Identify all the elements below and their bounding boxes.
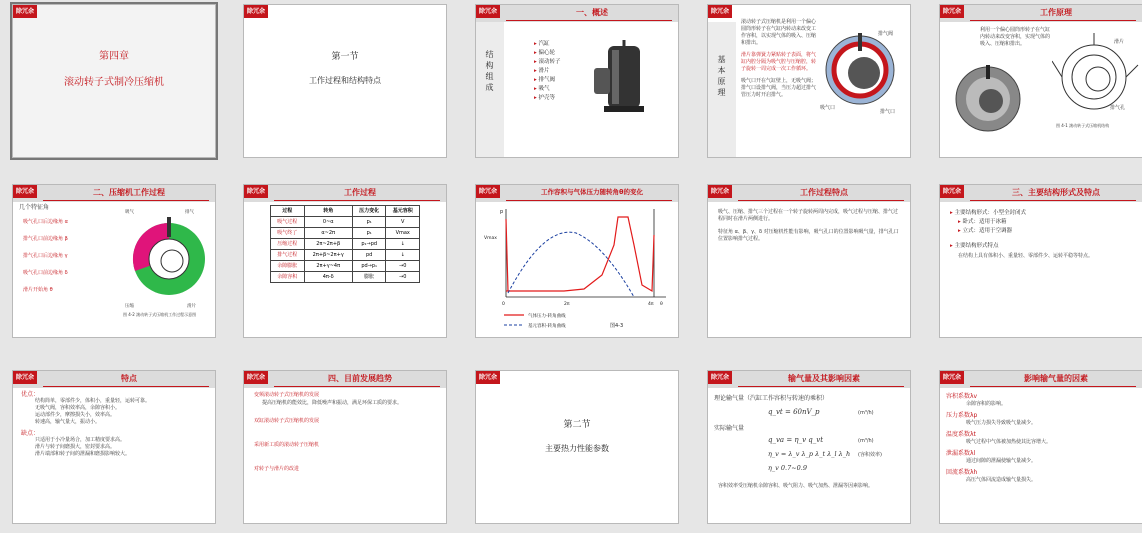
table-cell: 膨胀 [352,272,386,283]
section-heading: 几个特征角 [19,204,50,211]
list-item: 无吸气阀，容积效率高，余隙容积小。 [35,405,121,411]
fig-label: 排气 [185,210,194,215]
list-item: 运动部件少，摩擦损失小，效率高。 [35,412,116,418]
list-item: 对转子与滑片的改进 [254,466,300,472]
table-cell: 0~α [304,217,352,228]
slide-tag: 除冗余 [708,371,732,384]
factor-desc: 通过间隙的泄漏使输气量减少。 [966,457,1037,464]
table-row [271,239,420,250]
table-cell: 2π+γ~4π [304,261,352,272]
factor-desc: 吸气压力损失导致吸气量减少。 [966,419,1037,426]
paragraph: 容积效率受压缩机余隙容积、吸气阻力、吸气加热、泄漏等因素影响。 [718,483,874,489]
slide-title: 特点 [121,374,137,383]
table-cell: 4π-δ [304,272,352,283]
table-cell: Vmax [386,228,420,239]
paragraph: 在结构上具有体积小、重量轻、零部件少、运转平稳等特点。 [958,253,1094,259]
table-row [271,217,420,228]
slide-title: 一、概述 [576,8,608,17]
slide-thumbnail-14[interactable] [707,370,911,524]
factor-heading: 回流系数λh [946,469,978,476]
paragraph: 滚动转子式压缩机是利用一个偏心圆筒形转子在气缸内转动来改变工作容积，以实现气体的吸入、压缩和排出。 [741,19,817,46]
factor-desc: 高压气体回流造成输气量损失。 [966,476,1037,483]
section-title: 第一节 [331,52,359,62]
list-item: ▸ 偏心轮 [534,49,561,58]
axis-label: 2π [564,302,570,307]
slide-title: 工作过程特点 [800,188,848,197]
table-cell: 2π+β~2π+γ [304,250,352,261]
cross-section-diagram [820,25,908,115]
list-item: 滑片端部和转子间的泄漏和磨损影响较大。 [35,451,131,457]
factor-heading: 压力系数λp [946,412,978,419]
table-cell: p₁ [352,228,386,239]
table-cell: 吸气终了 [271,228,305,239]
formula: η_v 0.7~0.9 [768,464,808,472]
axis-label: θ [660,302,663,307]
paragraph: 利用一个偏心圆筒形转子在气缸内转动来改变容积，实现气体的吸入、压缩和排出。 [980,27,1051,47]
list-item: 双缸滚动转子式压缩机的发展 [254,418,320,424]
legend-entry: 基元容积-转角曲线 [528,324,566,329]
fig-label: 排气孔 [1110,105,1126,111]
slide-tag: 除冗余 [476,371,500,384]
axis-label: Vmax [484,236,497,241]
list-item: 结构简单，零部件少，体积小，重量轻，运转可靠。 [35,398,151,404]
table-cell: →0 [386,261,420,272]
slide-tag: 除冗余 [940,5,964,18]
table-header: 转角 [304,206,352,217]
slide-tag: 除冗余 [708,5,732,18]
table-header: 压力变化 [352,206,386,217]
axis-label: p [500,209,504,215]
table-cell: 余隙容积 [271,272,305,283]
table-header-row [271,206,420,217]
slide-thumbnail-4[interactable] [707,4,911,158]
slide-tag: 除冗余 [244,5,268,18]
slide-tag: 除冗余 [476,5,500,18]
table-row [271,250,420,261]
process-table [270,205,420,283]
figure-caption: 图 4-2 滚动转子式压缩机工作过程示意图 [123,312,197,317]
axis-label: 4π [648,302,654,307]
slide-tag: 除冗余 [13,5,37,18]
slide-thumbnail-3[interactable] [475,4,679,158]
list-item: ▸ 滑片 [534,67,561,76]
point: 滑片开始角 θ [23,287,53,293]
slide-tag: 除冗余 [244,371,268,384]
slide-tag: 除冗余 [708,185,732,198]
cons-heading: 缺点： [21,430,40,437]
factor-heading: 温度系数λt [946,431,976,438]
table-cell: 2π~2π+β [304,239,352,250]
point: 排气孔口前边缘角 β [23,236,68,242]
slide-title: 工作过程和结构特点 [309,76,381,85]
table-cell: ↓ [386,250,420,261]
table-header: 基元容积 [386,206,420,217]
figure-caption: 图 4-1 滚动转子式压缩机结构 [1056,123,1110,128]
component-list [534,40,561,103]
list-item: ▸ 主要结构形式特点 [950,242,1026,251]
slide-title: 工作容积与气体压力随转角θ的变化 [541,188,643,196]
formula-note: (容积效率) [858,452,882,458]
table-row [271,261,420,272]
side-label: 基本原理 [717,55,726,99]
list-item: ▸ 主要结构形式：小型全封闭式 [950,209,1026,218]
slide-thumbnail-5[interactable] [939,4,1142,158]
paragraph: 提高压缩机的能效比，降低噪声和振动，满足环保工质的要求。 [262,400,403,406]
formula: η_v = λ_v λ_p λ_t λ_l λ_h [768,450,851,458]
legend-entry: 气体压力-转角曲线 [528,314,566,319]
unit-label: (m³/h) [858,410,874,416]
side-label: 结构组成 [485,50,494,94]
formula: q_vt = 60nV_p [768,408,820,416]
slide-thumbnail-8[interactable] [475,184,679,338]
slide-title: 二、压缩机工作过程 [93,188,165,197]
table-cell: V [386,217,420,228]
table-cell: α~2π [304,228,352,239]
fig-label: 滑片 [1114,39,1125,45]
slide-tag: 除冗余 [244,185,268,198]
chapter-title: 第四章 [99,51,129,62]
unit-label: (m³/h) [858,438,874,444]
factor-heading: 容积系数λv [946,393,978,400]
slide-thumbnail-9[interactable] [707,184,911,338]
table-cell: →0 [386,272,420,283]
pros-heading: 优点： [21,391,40,398]
slide-tag: 除冗余 [940,371,964,384]
paragraph: 吸气口开在气缸壁上，无吸气阀；排气口设排气阀，当压力超过排气管压力时开启排气。 [741,78,817,98]
factor-heading: 泄漏系数λl [946,450,976,457]
table-cell: p₁ [352,217,386,228]
list-item: 转速高，输气量大，振动小。 [35,419,101,425]
slide-title: 四、目前发展趋势 [328,374,392,383]
fig-label: 吸气 [125,210,134,215]
list-item: ▸ 滚动转子 [534,58,561,67]
structure-list [950,209,1026,251]
list-item: ▸ 立式：适用于空调器 [950,227,1026,236]
list-item: ▸ 卧式：适用于冰箱 [950,218,1026,227]
table-cell: 余隙膨胀 [271,261,305,272]
slide-thumbnail-7[interactable] [243,184,447,338]
list-item: 只适用于小冷量场合，加工精度要求高。 [35,437,126,443]
table-cell: pd→p₁ [352,261,386,272]
table-row [271,228,420,239]
factor-desc: 余隙容积的影响。 [966,400,1007,407]
fig-label: 滑片 [187,304,196,309]
working-process-diagram [123,203,215,321]
list-item: ▸ 汽缸 [534,40,561,49]
paragraph: 特征角 α、β、γ、δ 对压缩机性能有影响，吸气孔口的位置影响吸气量，排气孔口位置影响排气过程。 [718,229,899,242]
slide-thumbnail-15[interactable] [939,370,1142,524]
slide-tag: 除冗余 [940,185,964,198]
formula: q_va = η_v q_vt [768,436,824,444]
structure-drawing [1052,31,1140,131]
slide-thumbnail-10[interactable] [939,184,1142,338]
slide-thumbnail-1[interactable] [12,4,216,158]
slide-thumbnail-13[interactable] [475,370,679,524]
list-item: ▸ 排气阀 [534,76,561,85]
table-cell: ↓ [386,239,420,250]
slide-tag: 除冗余 [476,185,500,198]
slide-tag: 除冗余 [13,185,37,198]
section-title: 第二节 [563,420,591,430]
slide-thumbnail-11[interactable] [12,370,216,524]
slide-title: 输气量及其影响因素 [788,374,860,383]
list-item: 变频滚动转子式压缩机的发展 [254,392,320,398]
slide-title: 三、主要结构形式及特点 [1012,188,1100,197]
list-item: ▸ 护壳等 [534,94,561,103]
table-cell: p₁→pd [352,239,386,250]
slide-title: 工作过程 [344,188,376,197]
slide-thumbnail-2[interactable] [243,4,447,158]
point: 吸气孔口后边缘角 α [23,219,68,225]
factor-desc: 吸气过程中气体被加热使其比容增大。 [966,438,1052,445]
table-cell: pd [352,250,386,261]
point: 排气孔口后边缘角 γ [23,253,68,259]
table-cell: 压缩过程 [271,239,305,250]
fig-label: 压缩 [125,304,134,309]
fig-label: 排气阀 [878,31,894,37]
fig-label: 吸气口 [820,105,836,111]
list-item: 滑片与转子间磨损大，密封要求高。 [35,444,116,450]
rotor-photo [950,61,1026,137]
compressor-photo [586,40,656,118]
list-item: ▸ 吸气 [534,85,561,94]
table-header: 过程 [271,206,305,217]
paragraph: 滑片靠弹簧力紧贴转子表面，将气缸内腔分隔为吸气腔与压缩腔，转子旋转一周完成一次工作循环。 [741,52,817,72]
slide-title: 主要热力性能参数 [545,444,609,453]
slide-title: 影响输气量的因素 [1024,374,1088,383]
table-cell: 吸气过程 [271,217,305,228]
table-row [271,272,420,283]
figure-caption: 图4-3 [610,323,624,329]
table-cell: 排气过程 [271,250,305,261]
slide-title: 工作原理 [1040,8,1072,17]
paragraph: 吸气、压缩、排气三个过程在一个转子旋转两周内完成，吸气过程与压缩、排气过程同时在滑片两侧进行。 [718,209,899,222]
slide-title: 滚动转子式制冷压缩机 [64,77,164,88]
fig-label: 排气口 [880,109,896,115]
slide-thumbnail-12[interactable] [243,370,447,524]
section-heading: 实际输气量 [714,425,745,432]
point: 吸气孔口前边缘角 δ [23,270,68,276]
slide-thumbnail-6[interactable] [12,184,216,338]
slide-tag: 除冗余 [13,371,37,384]
pressure-volume-chart [484,205,672,333]
section-heading: 理论输气量（汽缸工作容积与转速的乘积） [714,395,829,402]
axis-label: 0 [502,302,505,307]
list-item: 采用新工质的滚动转子压缩机 [254,442,320,448]
